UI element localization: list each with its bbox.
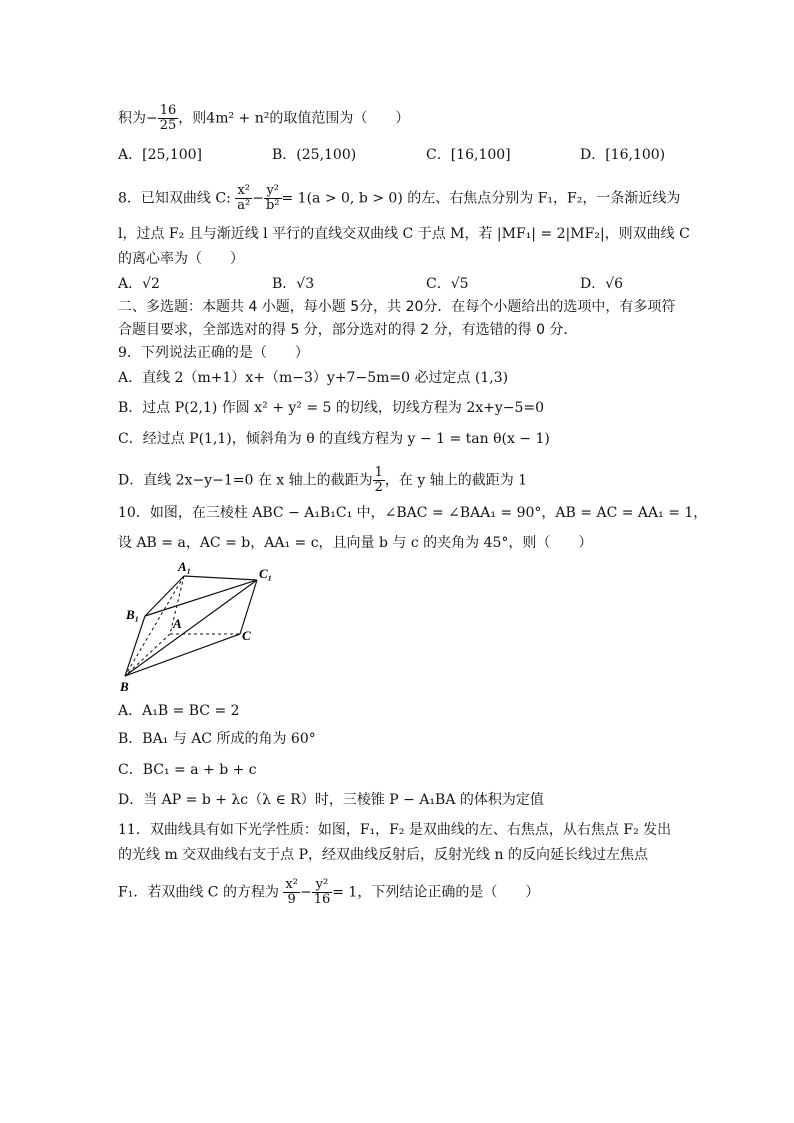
q8-frac-y-den: b² (265, 198, 280, 213)
q11-intro: F₁．若双曲线 C 的方程为 (118, 884, 279, 901)
q7-fraction (158, 104, 179, 133)
q8-option-c: C．√5 (426, 276, 469, 292)
q11-minus: − (299, 884, 312, 901)
q11-line3 (118, 878, 539, 907)
q10-line1: 10．如图，在三棱柱 ABC − A₁B₁C₁ 中，∠BAC = ∠BAA₁ = 90°，AB = AC = AA₁ = 1， (118, 505, 708, 521)
label-a1: A₁ (178, 559, 192, 574)
q9-stem: 9．下列说法正确的是（ ） (118, 345, 309, 361)
edge-bc1 (125, 580, 257, 676)
q8-condition: = 1(a > 0, b > 0) 的左、右焦点分别为 F₁，F₂，一条渐近线为 (281, 190, 681, 207)
q10-option-d: D．当 AP = b + λc（λ ∈ R）时，三棱锥 P − A₁BA 的体积为定值 (118, 792, 544, 808)
q8-frac-y (264, 184, 282, 213)
q11-frac-x-den: 9 (287, 892, 296, 907)
q8-option-d: D．√6 (580, 276, 624, 292)
q9-option-a: A．直线 2（m+1）x+（m−3）y+7−5m=0 必过定点 (1,3) (118, 370, 509, 386)
q11-frac-y-den: 16 (313, 892, 331, 907)
edge-c1c (240, 580, 257, 634)
q10-option-c: C．BC₁ = a + b + c (118, 762, 257, 778)
label-c: C (242, 628, 251, 643)
q8-line2: l，过点 F₂ 且与渐近线 l 平行的直线交双曲线 C 于点 M，若 |MF₁| = 2|MF₂|，则双曲线 C (118, 226, 690, 242)
q9-option-d (118, 466, 527, 495)
q9-option-c: C．经过点 P(1,1)，倾斜角为 θ 的直线方程为 y − 1 = tan θ(x − 1) (118, 431, 550, 447)
q11-frac-y (312, 878, 333, 907)
label-b: B (120, 679, 129, 694)
q9-d-frac-num: 1 (374, 465, 383, 480)
q7-frac-den: 25 (159, 118, 177, 133)
label-c1: C₁ (259, 566, 273, 581)
q11-tail: = 1，下列结论正确的是（ ） (332, 884, 540, 901)
q7-stem-tail (118, 104, 409, 133)
q9-d-fraction (373, 466, 385, 495)
q10-option-a: A．A₁B = BC = 2 (118, 703, 240, 719)
q7-suffix: ，则4m² + n²的取值范围为（ ） (178, 110, 410, 127)
q7-frac-num: 16 (159, 103, 177, 118)
edge-bc (125, 634, 240, 676)
q7-prefix: 积为− (118, 110, 158, 127)
q8-frac-x-num: x² (235, 184, 252, 199)
label-a: A (173, 616, 182, 631)
q11-frac-y-num: y² (312, 878, 333, 893)
q10-line2: 设 AB = a，AC = b，AA₁ = c，且向量 b 与 c 的夹角为 45°，则（ ） (118, 535, 593, 551)
q7-option-d: D．[16,100) (580, 147, 666, 163)
q8-line3: 的离心率为（ ） (118, 251, 244, 267)
q9-option-b: B．过点 P(2,1) 作圆 x² + y² = 5 的切线，切线方程为 2x+y−5=0 (118, 400, 545, 416)
q8-option-b: B．√3 (272, 276, 315, 292)
q11-line2: 的光线 m 交双曲线右支于点 P，经双曲线反射后，反射光线 n 的反向延长线过左焦点 (118, 847, 648, 863)
label-b1: B₁ (126, 607, 140, 622)
q10-option-b: B．BA₁ 与 AC 所成的角为 60° (118, 731, 316, 747)
q11-frac-x-num: x² (285, 877, 298, 892)
q7-option-c: C．[16,100] (426, 147, 511, 163)
q8-frac-x-den: a² (237, 198, 251, 213)
q11-frac-x (283, 878, 300, 907)
prism-edges (125, 576, 257, 676)
q9-d-frac-den: 2 (374, 480, 383, 495)
prism-figure (112, 558, 292, 696)
q8-frac-y-num: y² (264, 184, 282, 199)
q9-d-text: D．直线 2x−y−1=0 在 x 轴上的截距为 (118, 472, 373, 489)
q8-intro: 8．已知双曲线 C: (118, 190, 231, 207)
q7-option-a: A．[25,100] (118, 147, 203, 163)
q8-frac-x (235, 184, 252, 213)
q11-line1: 11．双曲线具有如下光学性质：如图，F₁，F₂ 是双曲线的左、右焦点，从右焦点 F₂ 发出 (118, 822, 672, 838)
q8-option-a: A．√2 (118, 276, 160, 292)
q9-d-tail: ，在 y 轴上的截距为 1 (384, 472, 528, 489)
q7-option-b: B．(25,100) (272, 147, 357, 163)
section2-line1: 二、多选题：本题共 4 小题，每小题 5分，共 20分．在每个小题给出的选项中，有多项符 (118, 299, 676, 315)
q8-minus: − (252, 190, 264, 207)
section2-line2: 合题目要求，全部选对的得 5 分，部分选对的得 2 分，有选错的得 0 分． (118, 322, 578, 338)
edge-a1c1 (184, 576, 257, 580)
q8-line1 (118, 184, 680, 213)
